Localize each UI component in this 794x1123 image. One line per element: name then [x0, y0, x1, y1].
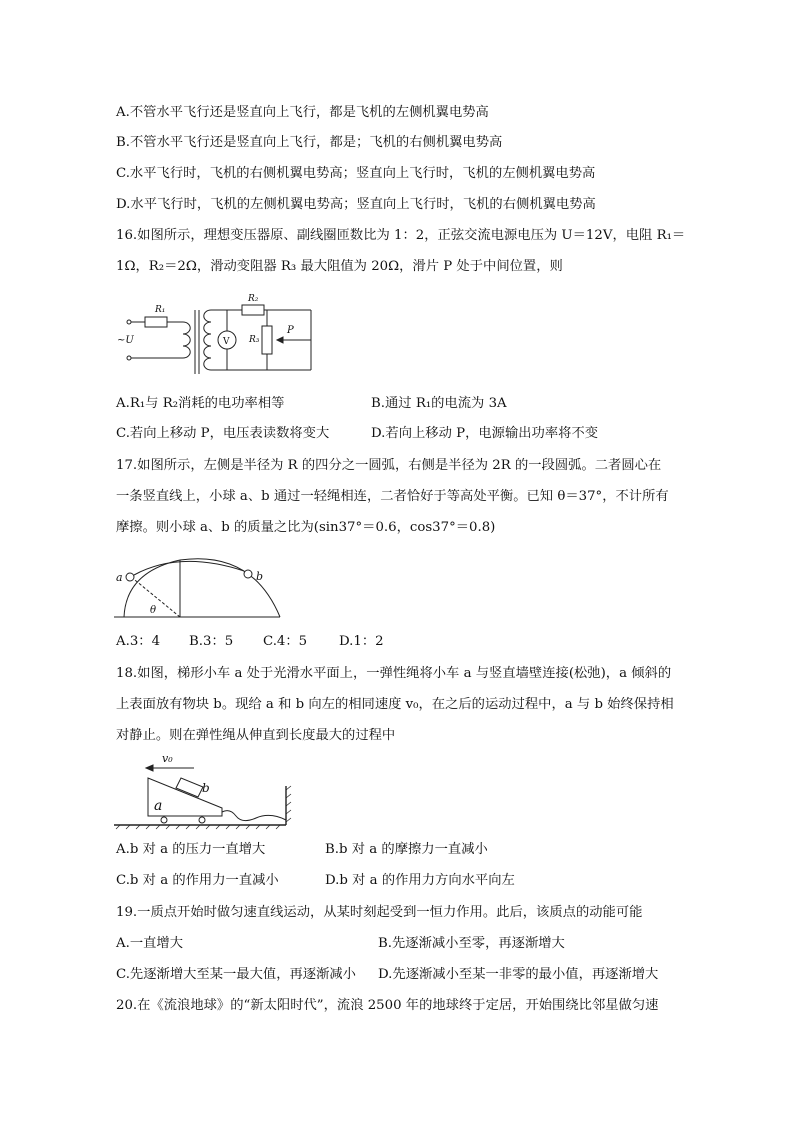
- q16-label-r1: R₁: [155, 305, 166, 315]
- q18-label-v0: v₀: [162, 752, 173, 765]
- q17-option-b: B.3：5: [189, 634, 234, 649]
- q15-option-a: A.不管水平飞行还是竖直向上飞行，都是飞机的左侧机翼电势高: [116, 105, 489, 120]
- q17-arc-figure: [112, 540, 282, 620]
- q17-label-b: b: [256, 570, 264, 583]
- q16-option-d: D.若向上移动 P，电源输出功率将不变: [371, 426, 599, 441]
- q18-option-b: B.b 对 a 的摩擦力一直减小: [325, 842, 488, 857]
- q15-option-b: B.不管水平飞行还是竖直向上飞行，都是；飞机的右侧机翼电势高: [116, 135, 503, 150]
- q17-label-theta: θ: [150, 605, 157, 616]
- q18-label-a: a: [154, 798, 163, 814]
- q19-option-c: C.先逐渐增大至某一最大值，再逐渐减小: [116, 967, 356, 982]
- q16-label-u: ~U: [117, 335, 134, 346]
- q16-option-b: B.通过 R₁的电流为 3A: [371, 396, 507, 411]
- q16-option-c: C.若向上移动 P，电压表读数将变大: [116, 426, 330, 441]
- q15-option-c: C.水平飞行时，飞机的右侧机翼电势高；竖直向上飞行时，飞机的左侧机翼电势高: [116, 166, 596, 181]
- q17-label-a: a: [116, 571, 123, 584]
- q16-label-r3: R₃: [249, 335, 260, 345]
- q17-option-a: A.3：4: [116, 634, 161, 649]
- q19-option-b: B.先逐渐减小至零，再逐渐增大: [378, 936, 565, 951]
- q18-label-b: b: [202, 781, 210, 795]
- q18-stem-line2: 上表面放有物块 b。现给 a 和 b 向左的相同速度 v₀，在之后的运动过程中，a 与 b 始终保持相: [116, 697, 674, 712]
- q16-stem-line1: 16.如图所示，理想变压器原、副线圈匝数比为 1：2，正弦交流电源电压为 U＝12V，电阻 R₁＝: [116, 228, 686, 243]
- q16-label-r2: R₂: [248, 294, 259, 304]
- q17-option-d: D.1：2: [339, 634, 384, 649]
- q18-cart-figure: [110, 750, 295, 830]
- q19-option-a: A.一直增大: [116, 936, 184, 951]
- q20-stem: 20.在《流浪地球》的“新太阳时代”，流浪 2500 年的地球终于定居，开始围绕比邻星做匀速: [116, 998, 659, 1013]
- q19-option-d: D.先逐渐减小至某一非零的最小值，再逐渐增大: [378, 967, 659, 982]
- q16-label-voltmeter: V: [223, 337, 230, 347]
- q17-stem-line3: 摩擦。则小球 a、b 的质量之比为(sin37°＝0.6，cos37°＝0.8): [116, 520, 496, 535]
- q18-option-d: D.b 对 a 的作用力方向水平向左: [325, 873, 515, 888]
- q18-stem-line1: 18.如图，梯形小车 a 处于光滑水平面上，一弹性绳将小车 a 与竖直墙壁连接(松弛)，a 倾斜的: [116, 666, 672, 681]
- q16-stem-line2: 1Ω，R₂＝2Ω，滑动变阻器 R₃ 最大阻值为 20Ω，滑片 P 处于中间位置，则: [116, 259, 563, 274]
- q18-option-a: A.b 对 a 的压力一直增大: [116, 842, 266, 857]
- q17-stem-line1: 17.如图所示，左侧是半径为 R 的四分之一圆弧，右侧是半径为 2R 的一段圆弧。二者圆心在: [116, 458, 662, 473]
- q16-option-a: A.R₁与 R₂消耗的电功率相等: [116, 396, 285, 411]
- q15-option-d: D.水平飞行时，飞机的左侧机翼电势高；竖直向上飞行时，飞机的右侧机翼电势高: [116, 197, 596, 212]
- q16-label-p: P: [287, 325, 294, 336]
- q16-circuit-figure: [115, 290, 335, 380]
- q18-option-c: C.b 对 a 的作用力一直减小: [116, 873, 279, 888]
- q19-stem: 19.一质点开始时做匀速直线运动，从某时刻起受到一恒力作用。此后，该质点的动能可能: [116, 905, 643, 920]
- q17-stem-line2: 一条竖直线上，小球 a、b 通过一轻绳相连，二者恰好于等高处平衡。已知 θ＝37°，不计所有: [116, 489, 669, 504]
- q17-option-c: C.4：5: [263, 634, 308, 649]
- q18-stem-line3: 对静止。则在弹性绳从伸直到长度最大的过程中: [116, 728, 396, 743]
